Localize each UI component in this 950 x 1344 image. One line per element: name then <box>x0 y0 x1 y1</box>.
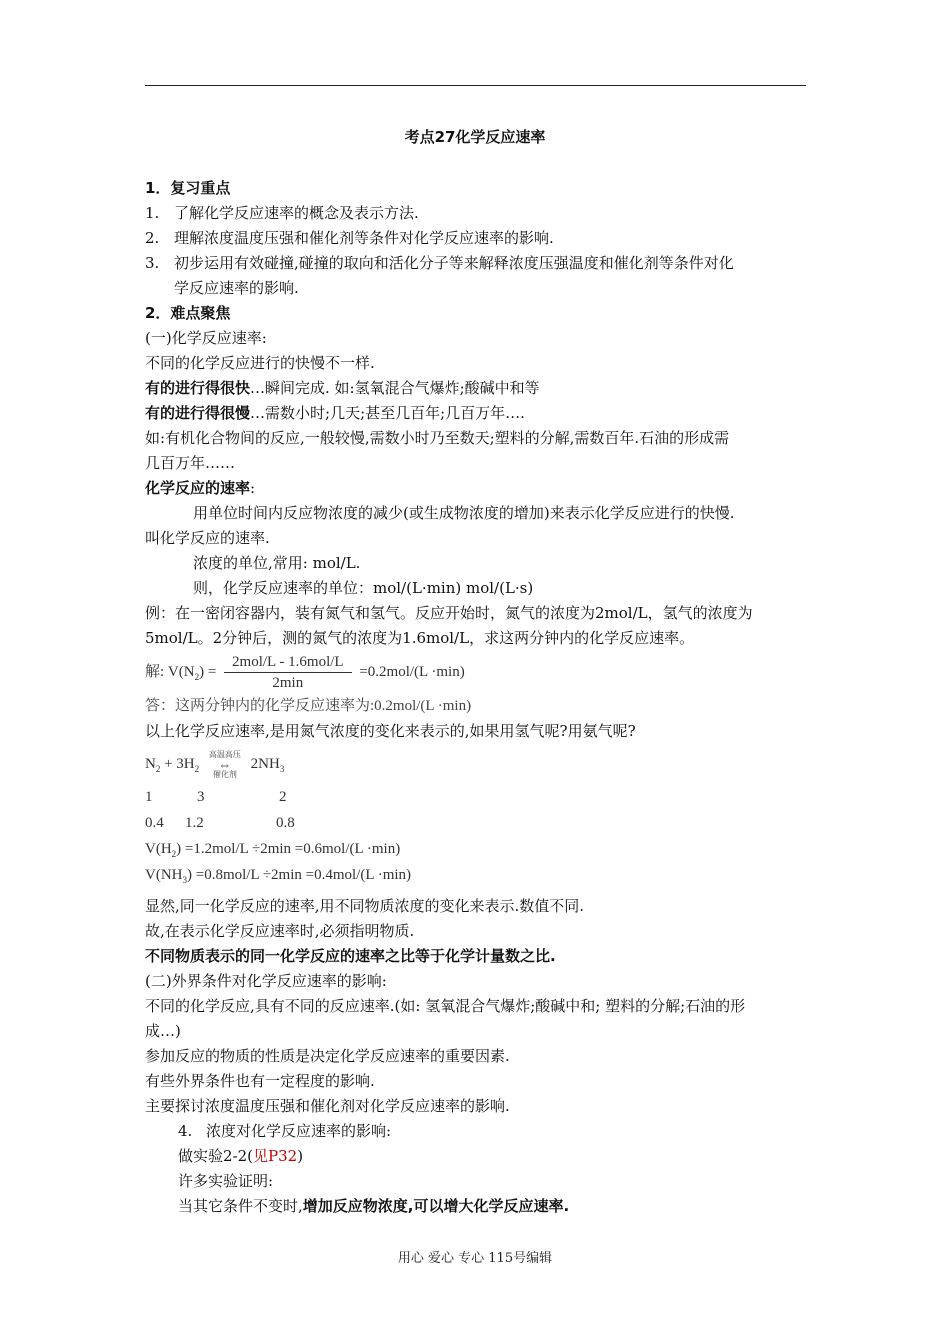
review-point-3 <box>145 251 806 276</box>
review-point-number: 1. <box>145 204 160 222</box>
reaction-conditions <box>209 750 241 779</box>
subscript: 3 <box>182 875 187 885</box>
review-point-text: 了解化学反应速率的概念及表示方法. <box>174 204 419 222</box>
review-point-text: 理解浓度温度压强和催化剂等条件对化学反应速率的影响. <box>174 229 554 247</box>
paragraph: 故,在表示化学反应速率时,必须指明物质. <box>145 922 415 940</box>
text: 做实验2-2( <box>178 1147 254 1165</box>
subscript: 2 <box>194 672 200 682</box>
page-footer: 用心 爱心 专心 115号编辑 <box>397 1251 553 1266</box>
review-point-3-continued: 学反应速率的影响. <box>174 279 299 297</box>
paragraph: 以上化学反应速率,是用氮气浓度的变化来表示的,如果用氢气呢?用氨气呢? <box>145 722 636 740</box>
equation-answer: 答：这两分钟内的化学反应速率为:0.2mol/(L ·min) <box>145 698 472 714</box>
subscript: 2 <box>171 849 177 859</box>
fraction-numerator: 2mol/L - 1.6mol/L <box>224 652 352 673</box>
paragraph: 几百万年…… <box>145 454 236 472</box>
equation-text: V(H <box>145 841 172 857</box>
paragraph: 许多实验证明: <box>178 1172 274 1190</box>
paragraph: 叫化学反应的速率. <box>145 529 270 547</box>
formula: + 3H <box>160 756 195 772</box>
coefficient-row <box>145 784 806 810</box>
text: …瞬间完成. 如:氢氧混合气爆炸;酸碱中和等 <box>250 379 540 397</box>
subscript: 2 <box>194 764 200 774</box>
paragraph: 如:有机化合物间的反应,一般较慢,需数小时乃至数天;塑料的分解,需数百年.石油的形成需 <box>145 429 730 447</box>
document-body <box>145 176 806 1219</box>
bold-phrase: 有的进行得很快 <box>145 379 251 397</box>
definition-heading: 化学反应的速率 <box>145 479 251 497</box>
rate-nh3 <box>145 862 806 888</box>
fraction <box>224 652 352 693</box>
bold-phrase: 增加反应物浓度,可以增大化学反应速率. <box>302 1197 570 1215</box>
subsection-title: 浓度对化学反应速率的影响: <box>206 1122 392 1140</box>
header-rule <box>145 85 806 86</box>
paragraph: 用单位时间内反应物浓度的减少(或生成物浓度的增加)来表示化学反应进行的快慢. <box>193 504 735 522</box>
bold-phrase: 有的进行得很慢 <box>145 404 251 422</box>
equation-text: ) =1.2mol/L ÷2min =0.6mol/(L ·min) <box>176 841 401 857</box>
equation-text: 解: V(N <box>145 664 195 680</box>
equation-text: ) =0.8mol/L ÷2min =0.4mol/(L ·min) <box>187 867 412 883</box>
paragraph <box>145 1194 806 1219</box>
paragraph: (二)外界条件对化学反应速率的影响: <box>145 972 387 990</box>
equation-text: V(NH <box>145 867 183 883</box>
review-point-number: 2. <box>145 229 160 247</box>
review-point-2 <box>145 226 806 251</box>
paragraph: 参加反应的物质的性质是决定化学反应速率的重要因素. <box>145 1047 510 1065</box>
condition-text: 高温高压 <box>208 750 241 760</box>
review-point-number: 3. <box>145 254 160 272</box>
paragraph: 显然,同一化学反应的速率,用不同物质浓度的变化来表示.数值不同. <box>145 897 585 915</box>
paragraph: 不同的化学反应,具有不同的反应速率.(如: 氢氧混合气爆炸;酸碱中和; 塑料的分解;石油的形 <box>145 997 746 1015</box>
paragraph: 有些外界条件也有一定程度的影响. <box>145 1072 375 1090</box>
coefficient: 2 <box>279 789 287 805</box>
fraction-denominator: 2min <box>272 675 304 692</box>
reversible-arrow-icon: ⇔ <box>218 757 232 773</box>
paragraph: 主要探讨浓度温度压强和催化剂对化学反应速率的影响. <box>145 1097 510 1115</box>
condition-text: 催化剂 <box>212 770 237 780</box>
paragraph: 不同的化学反应进行的快慢不一样. <box>145 354 375 372</box>
coefficient: 1 <box>145 789 153 805</box>
concentration: 0.4 <box>145 815 164 831</box>
text: 当其它条件不变时, <box>178 1197 303 1215</box>
text: ) <box>297 1147 304 1165</box>
subsection-heading <box>145 1119 806 1144</box>
paragraph: 5mol/L。2分钟后，测的氮气的浓度为1.6mol/L，求这两分钟内的化学反应速率。 <box>145 629 695 647</box>
concentration: 1.2 <box>185 815 204 831</box>
paragraph <box>145 401 806 426</box>
text: : <box>250 479 256 497</box>
formula: 2NH <box>250 756 280 772</box>
section2-heading: 2．难点聚焦 <box>145 304 231 322</box>
paragraph: 则，化学反应速率的单位：mol/(L·min) mol/(L·s) <box>193 579 534 597</box>
reaction-equation <box>145 744 806 784</box>
rate-h2 <box>145 836 806 862</box>
section1-heading: 1．复习重点 <box>145 179 231 197</box>
paragraph <box>145 476 806 501</box>
coefficient: 3 <box>197 789 205 805</box>
subscript: 3 <box>279 764 285 774</box>
concentration: 0.8 <box>276 815 295 831</box>
equation-text: ) = <box>199 664 217 680</box>
page-title: 考点27化学反应速率 <box>404 128 546 146</box>
concentration-row <box>145 810 806 836</box>
subsection-number: 4. <box>178 1122 193 1140</box>
review-point-text: 初步运用有效碰撞,碰撞的取向和活化分子等来解释浓度压强温度和催化剂等条件对化 <box>174 254 734 272</box>
key-conclusion: 不同物质表示的同一化学反应的速率之比等于化学计量数之比. <box>145 947 556 965</box>
formula: N <box>145 756 156 772</box>
review-point-1 <box>145 201 806 226</box>
equation-solution <box>145 651 806 693</box>
page-reference-link[interactable]: 见P32 <box>253 1147 298 1165</box>
paragraph: 浓度的单位,常用: mol/L. <box>193 554 361 572</box>
paragraph: (一)化学反应速率: <box>145 329 267 347</box>
equation-text: =0.2mol/(L ·min) <box>359 664 465 680</box>
paragraph: 成…) <box>145 1022 181 1040</box>
paragraph <box>145 376 806 401</box>
paragraph <box>145 1144 806 1169</box>
subscript: 2 <box>155 764 161 774</box>
paragraph: 例：在一密闭容器内，装有氮气和氢气。反应开始时，氮气的浓度为2mol/L，氢气的浓度为 <box>145 604 753 622</box>
text: …需数小时;几天;甚至几百年;几百万年…. <box>250 404 525 422</box>
